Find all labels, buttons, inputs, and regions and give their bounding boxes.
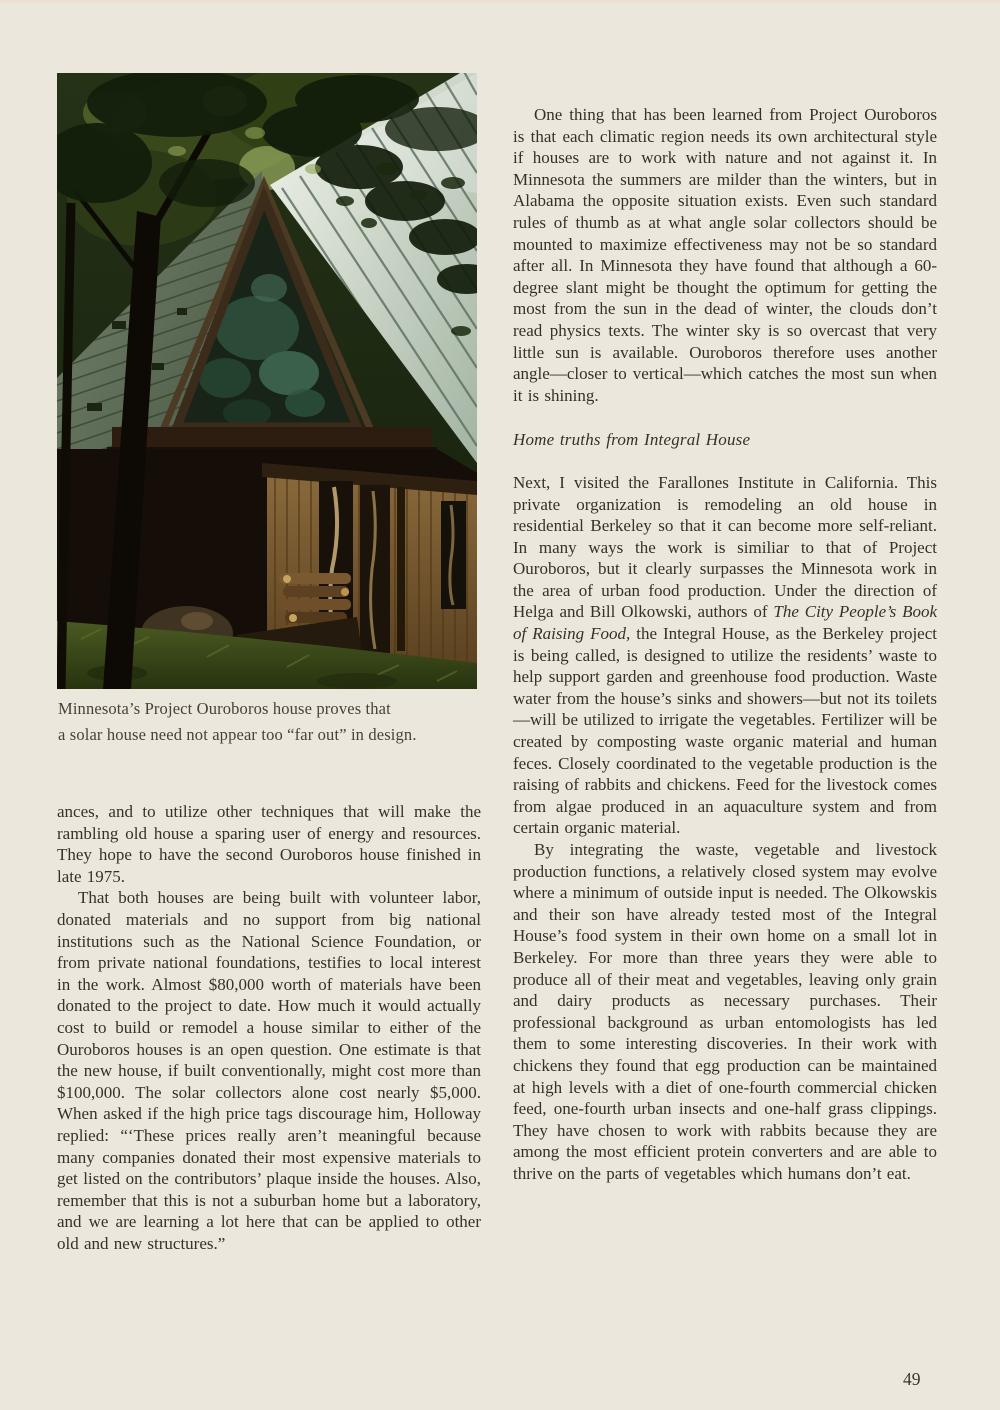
left-column bbox=[57, 801, 481, 1254]
book-title: The City People’s Book of Raising Food, bbox=[513, 602, 937, 644]
paragraph-farallones bbox=[513, 472, 937, 839]
photo-caption bbox=[58, 696, 484, 748]
page-number: 49 bbox=[903, 1369, 921, 1389]
caption-line-1: Minnesota’s Project Ouroboros house proves that bbox=[58, 699, 391, 718]
paragraph-climate: One thing that has been learned from Project Ouroboros is that each climatic region needs its own architectural style if houses are to work with nature and not against it. In Minnesota the summers are milder than the winters, but in Alabama the opposite situation exists. Even such standard rules of thumb as at what angle solar collectors should be mounted to maximize effectiveness may not be so standard after all. In Minnesota they have found that although a 60-degree slant might be thought the optimum for getting the most from the sun in the dead of winter, the clouds don’t read physics texts. The winter sky is so overcast that very little sun is available. Ouroboros therefore uses another angle—closer to vertical—which catches the most sun when it is shining. bbox=[513, 105, 937, 405]
paragraph-costs: That both houses are being built with volunteer labor, donated materials and no support from big national institutions such as the National Science Foundation, or from private national foundations, testifies to local interest in the work. Almost $80,000 worth of materials have been donated to the project to date. How much it would actually cost to build or remodel a house similar to either of the Ouroboros houses is an open question. One estimate is that the new house, if built conventionally, might cost more than $100,000. The solar collectors alone cost nearly $5,000. When asked if the high price tags discourage him, Holloway replied: “‘These prices really aren’t meaningful because many companies donated their most expensive materials to get listed on the contributors’ plaque inside the houses. Also, remember that this is not a suburban home but a laboratory, and we are learning a lot here that can be applied to other old and new structures.” bbox=[57, 888, 481, 1253]
caption-line-2: a solar house need not appear too “far out” in design. bbox=[58, 725, 417, 744]
paragraph-farallones-text-cont: the Integral House, as the Berkeley project is being called, is designed to utilize the residents’ waste to help support garden and greenhouse food production. Waste water from the house’s sinks and showers—but not its toilets—will be utilized to irrigate the vegetables. Fertilizer will be created by composting waste organic material and human feces. Closely coordinated to the vegetable production is the raising of rabbits and chickens. Feed for the livestock comes from algae produced in an aquaculture system and from certain organic material. bbox=[513, 624, 937, 838]
section-heading: Home truths from Integral House bbox=[513, 430, 751, 450]
right-column bbox=[513, 104, 937, 1185]
paragraph-continuation: ances, and to utilize other techniques that will make the rambling old house a sparing user of energy and resources. They hope to have the second Ouroboros house finished in late 1975. bbox=[57, 802, 481, 886]
aframe-house-photo bbox=[57, 73, 477, 689]
paragraph-integration: By integrating the waste, vegetable and livestock production functions, a relatively closed system may evolve where a minimum of outside input is needed. The Olkowskis and their son have already tested most of the Integral House’s food system in their own home on a small lot in Berkeley. For more than three years they were able to produce all of their meat and vegetables, leaving only grain and dairy products as necessary purchases. Their professional background as urban entomologists has led them to some interesting discoveries. In their work with chickens they found that egg production can be maintained at high levels with a diet of one-fourth commercial chicken feed, one-fourth urban insects and one-half grass clippings. They have chosen to work with rabbits because they are among the most efficient protein converters and are able to thrive on the parts of vegetables which humans don’t eat. bbox=[513, 840, 937, 1183]
paragraph-farallones-text: Next, I visited the Farallones Institute in California. This private organization is remodeling an old house in residential Berkeley so that it can become more self-reliant. In many ways the work is similiar to that of Project Ouroboros, but it clearly surpasses the Minnesota work in the area of urban food production. Under the direction of Helga and Bill Olkowski, authors of bbox=[513, 472, 937, 622]
aframe-house-illustration bbox=[57, 73, 477, 689]
